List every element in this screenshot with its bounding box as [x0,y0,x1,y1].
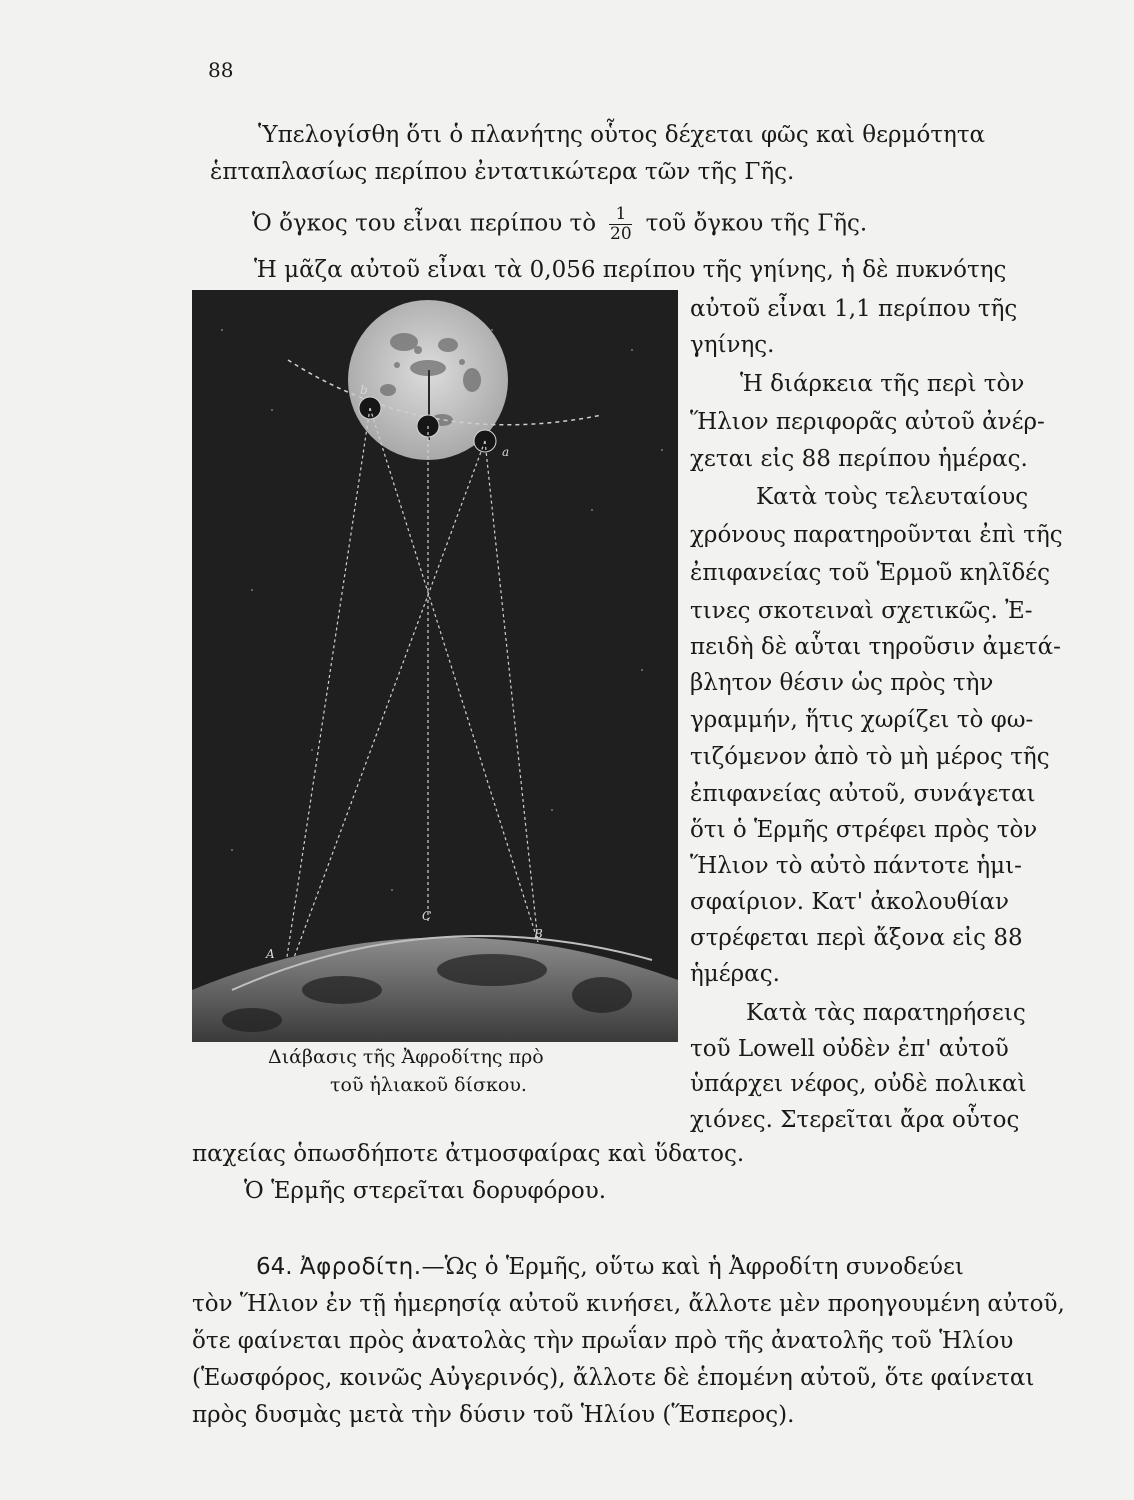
text-line: ἑπταπλασίως περίπου ἐντατικώτερα τῶν τῆς Γῆς. [210,159,795,185]
side-line: γραμμήν, ἥτις χωρίζει τὸ φω- [690,707,1034,733]
side-line: ἐπιφανείας τοῦ Ἑρμοῦ κηλῖδές [690,560,1050,586]
volume-line [252,205,867,244]
label-C: C [422,909,432,923]
venus-transit-illustration [192,290,678,1042]
side-line: χεται εἰς 88 περίπου ἡμέρας. [690,446,1028,472]
section-number: 64. [256,1254,293,1280]
side-line: χιόνες. Στερεῖται ἄρα οὗτος [690,1107,1020,1133]
side-line: Ἥλιον τὸ αὐτὸ πάντοτε ἡμι- [690,853,1022,879]
page-number: 88 [208,58,234,82]
side-line: πειδὴ δὲ αὗται τηροῦσιν ἀμετά- [690,634,1061,660]
label-B: B [534,927,543,941]
side-line: ἐπιφανείας αὐτοῦ, συνάγεται [690,781,1036,807]
volume-text-after: τοῦ ὄγκου τῆς Γῆς. [645,210,868,237]
volume-text-before: Ὁ ὄγκος του εἶναι περίπου τὸ [252,210,597,237]
side-line: τινες σκοτειναὶ σχετικῶς. Ἐ- [690,598,1033,624]
text-line: παχείας ὁπωσδήποτε ἀτμοσφαίρας καὶ ὕδατος. [192,1141,745,1167]
fraction-denominator: 20 [610,224,632,244]
side-line: αὐτοῦ εἶναι 1,1 περίπου τῆς [690,296,1018,322]
side-line: βλητον θέσιν ὡς πρὸς τὴν [690,670,994,696]
side-line: γηίνης. [690,332,775,358]
side-line: Κατὰ τοὺς τελευταίους [756,484,1029,510]
section-text-line: πρὸς δυσμὰς μετὰ τὴν δύσιν τοῦ Ἡλίου (Ἕσπερος). [192,1402,795,1428]
side-line: ὅτι ὁ Ἑρμῆς στρέφει πρὸς τὸν [690,817,1038,843]
side-line: τιζόμενον ἀπὸ τὸ μὴ μέρος τῆς [690,744,1050,770]
text-line: Ὑπελογίσθη ὅτι ὁ πλανήτης οὗτος δέχεται φῶς καὶ θερμότητα [258,122,986,148]
section-heading-line [256,1253,964,1281]
section-text-line: ὅτε φαίνεται πρὸς ἀνατολὰς τὴν πρωΐαν πρὸ τῆς ἀνατολῆς τοῦ Ἡλίου [192,1328,1014,1354]
sight-lines [282,408,538,990]
side-line: ἡμέρας. [690,961,780,987]
side-line: Ἡ διάρκεια τῆς περὶ τὸν [740,371,1025,397]
fraction-numerator: 1 [609,205,632,225]
side-line: τοῦ Lowell οὐδὲν ἐπ' αὐτοῦ [690,1036,1009,1062]
section-text-line: τὸν Ἥλιον ἐν τῇ ἡμερησίᾳ αὐτοῦ κινήσει, ἄλλοτε μὲν προηγουμένη αὐτοῦ, [192,1291,1065,1317]
section-title: Ἀφροδίτη. [299,1254,422,1280]
label-a: a [502,445,510,459]
side-line: στρέφεται περὶ ἄξονα εἰς 88 [690,925,1023,951]
text-line: Ἡ μᾶζα αὐτοῦ εἶναι τὰ 0,056 περίπου τῆς γηίνης, ἡ δὲ πυκνότης [254,257,1007,283]
side-line: σφαίριον. Κατ' ἀκολουθίαν [690,889,1009,915]
label-b: b [360,383,368,397]
figure-caption-line-2: τοῦ ἡλιακοῦ δίσκου. [330,1074,527,1096]
side-line: Ἥλιον περιφορᾶς αὐτοῦ ἀνέρ- [690,409,1045,435]
section-text-line: (Ἑωσφόρος, κοινῶς Αὐγερινός), ἄλλοτε δὲ ἑπομένη αὐτοῦ, ὅτε φαίνεται [192,1365,1035,1391]
side-line: ὑπάρχει νέφος, οὐδὲ πολικαὶ [690,1071,1027,1097]
label-A: A [266,947,275,961]
text-line: Ὁ Ἑρμῆς στερεῖται δορυφόρου. [244,1178,607,1204]
volume-fraction [609,205,632,244]
figure-caption-line-1: Διάβασις τῆς Ἀφροδίτης πρὸ [268,1046,544,1068]
section-first-line-text: —Ὡς ὁ Ἑρμῆς, οὕτω καὶ ἡ Ἀφροδίτη συνοδεύει [421,1254,964,1280]
side-line: χρόνους παρατηροῦνται ἐπὶ τῆς [690,522,1063,548]
side-line: Κατὰ τὰς παρατηρήσεις [746,1000,1026,1026]
